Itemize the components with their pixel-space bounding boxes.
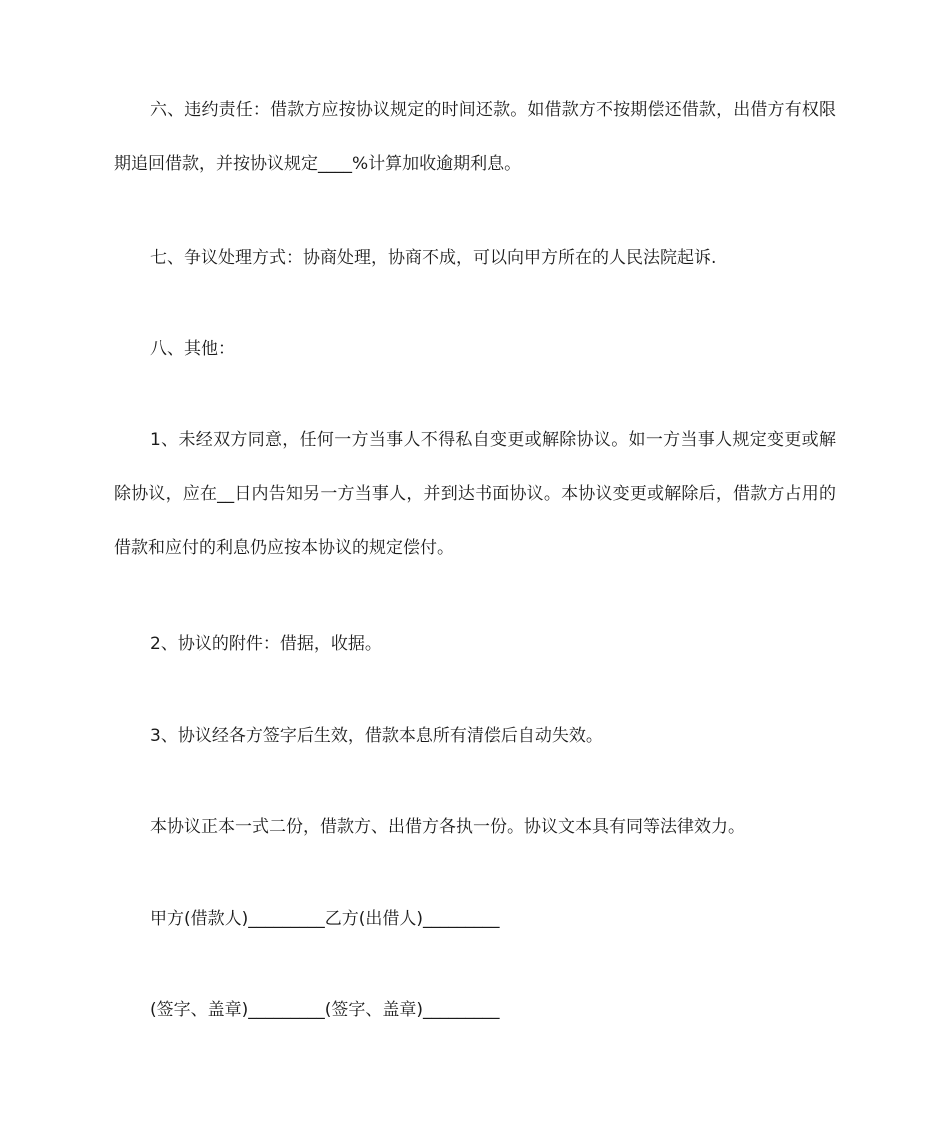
copies-statement: 本协议正本一式二份，借款方、出借方各执一份。协议文本具有同等法律效力。 (150, 817, 745, 837)
clause-6-breach-liability: 六、违约责任：借款方应按协议规定的时间还款。如借款方不按期偿还借款，出借方有权限期追回借款，并按协议规定____%计算加收逾期利息。 (114, 100, 836, 174)
party-signature-line: 甲方(借款人)_________乙方(出借人)_________ (150, 909, 500, 929)
clause-8-item-2: 2、协议的附件：借据，收据。 (150, 634, 382, 654)
clause-8-heading-other: 八、其他： (150, 339, 235, 359)
clause-8-item-3: 3、协议经各方签字后生效，借款本息所有清偿后自动失效。 (150, 726, 603, 746)
clause-8-item-1: 1、未经双方同意，任何一方当事人不得私自变更或解除协议。如一方当事人规定变更或解除协议，应在__日内告知另一方当事人，并到达书面协议。本协议变更或解除后，借款方占用的借款和应付的利息仍应按本协议的规定偿付。 (114, 430, 836, 558)
sign-seal-line: (签字、盖章)_________(签字、盖章)_________ (150, 1000, 500, 1020)
clause-7-dispute-resolution: 七、争议处理方式：协商处理，协商不成，可以向甲方所在的人民法院起诉. (150, 248, 717, 268)
